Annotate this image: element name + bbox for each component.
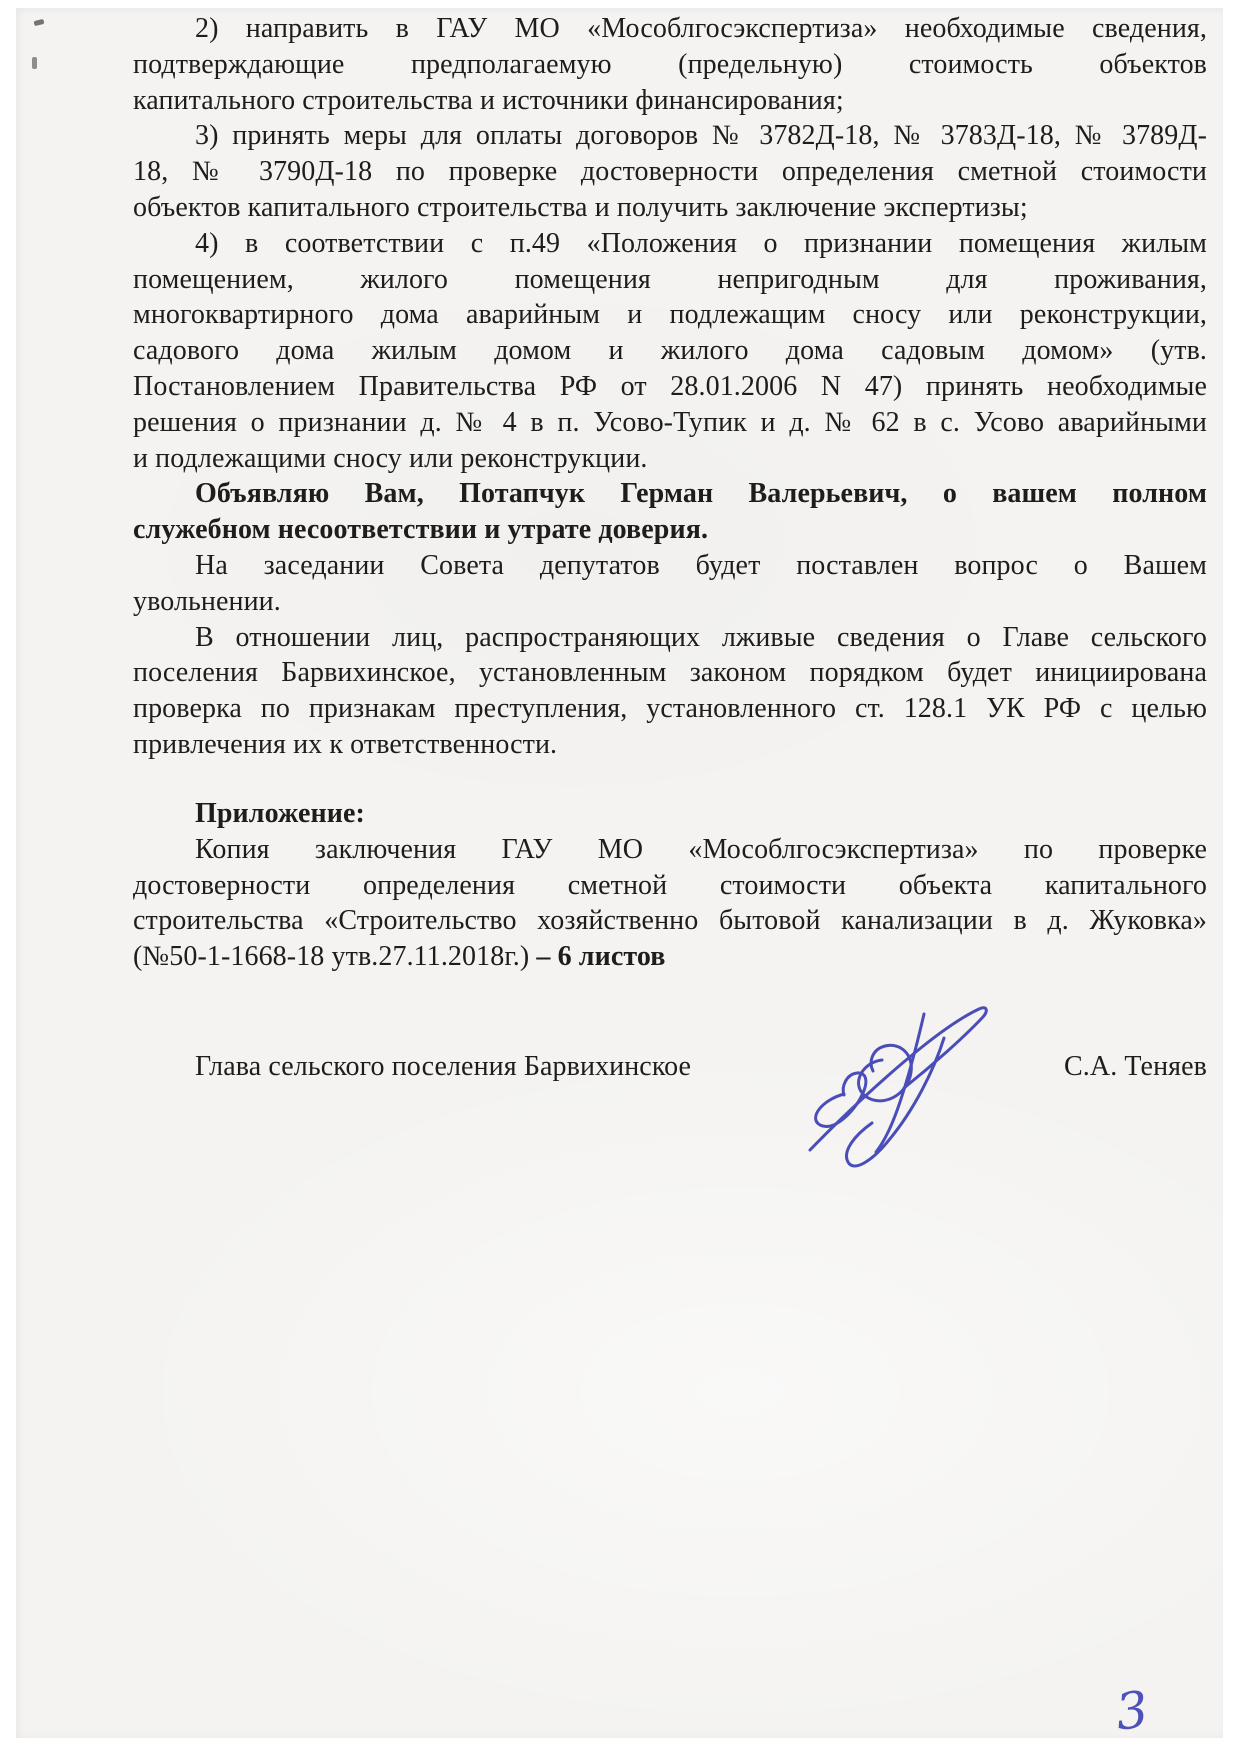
handwritten-signature: [792, 998, 997, 1183]
text-line: строительства «Строительство хозяйственно бытовой канализации в д. Жуковка»: [133, 905, 1207, 937]
text-line: помещением, жилого помещения непригодным для проживания,: [133, 263, 1207, 295]
text-line: решения о признании д. № 4 в п. Усово-Тупик и д. № 62 в с. Усово аварийными: [133, 406, 1207, 438]
text-line: На заседании Совета депутатов будет поставлен вопрос о Вашем: [195, 549, 1207, 581]
text-line: проверка по признакам преступления, установленного ст. 128.1 УК РФ с целью: [133, 693, 1207, 725]
signatory-title: Глава сельского поселения Барвихинское: [195, 1051, 692, 1082]
attachment-last-line: [133, 939, 1207, 975]
text-line: Копия заключения ГАУ МО «Мособлгосэкспертиза» по проверке: [195, 833, 1207, 865]
scan-artifact-mark: [34, 19, 45, 26]
text-line: 3) принять меры для оплаты договоров № 3782Д-18, № 3783Д-18, № 3789Д-: [195, 120, 1207, 152]
text-line: поселения Барвихинское, установленным законом порядком будет инициирована: [133, 657, 1207, 689]
text-line: капитального строительства и источники финансирования;: [133, 84, 844, 116]
scan-artifact-mark: [32, 57, 37, 69]
text-line: и подлежащими сносу или реконструкции.: [133, 442, 648, 474]
text-line: Объявляю Вам, Потапчук Герман Валерьевич, о вашем полном: [195, 478, 1207, 510]
attachment-expertise-number: (№50-1-1668-18 утв.27.11.2018г.): [133, 941, 537, 973]
signatory-name: С.А. Теняев: [1064, 1051, 1207, 1082]
attachment-description: [133, 832, 1207, 939]
text-line: привлечения их к ответственности.: [133, 728, 558, 760]
text-line: 2) направить в ГАУ МО «Мособлгосэкспертиза» необходимые сведения,: [195, 13, 1207, 44]
text-line: объектов капитального строительства и получить заключение экспертизы;: [133, 191, 1028, 223]
text-line: многоквартирного дома аварийным и подлежащим сносу или реконструкции,: [133, 299, 1207, 331]
text-line: увольнении.: [133, 585, 281, 617]
text-line: подтверждающие предполагаемую (предельную) стоимость объектов: [133, 48, 1207, 80]
signature-block: [133, 1049, 1207, 1085]
attachment-sheet-count: – 6 листов: [536, 941, 666, 973]
document-text-body: [133, 11, 1207, 763]
text-line: 18, № 3790Д-18 по проверке достоверности определения сметной стоимости: [133, 156, 1207, 188]
text-line: В отношении лиц, распространяющих лживые сведения о Главе сельского: [195, 621, 1207, 653]
text-line: садового дома жилым домом и жилого дома садовым домом» (утв.: [133, 335, 1207, 367]
text-line: 4) в соответствии с п.49 «Положения о признании помещения жилым: [195, 227, 1207, 259]
handwritten-page-number: 3: [1112, 1680, 1152, 1742]
attachment-section: [133, 796, 1207, 975]
text-line: служебном несоответствии и утрате доверия.: [133, 514, 709, 546]
text-line: Постановлением Правительства РФ от 28.01.2006 N 47) принять необходимые: [133, 370, 1207, 402]
attachment-heading: Приложение:: [195, 798, 365, 829]
text-line: достоверности определения сметной стоимости объекта капитального: [133, 869, 1207, 901]
